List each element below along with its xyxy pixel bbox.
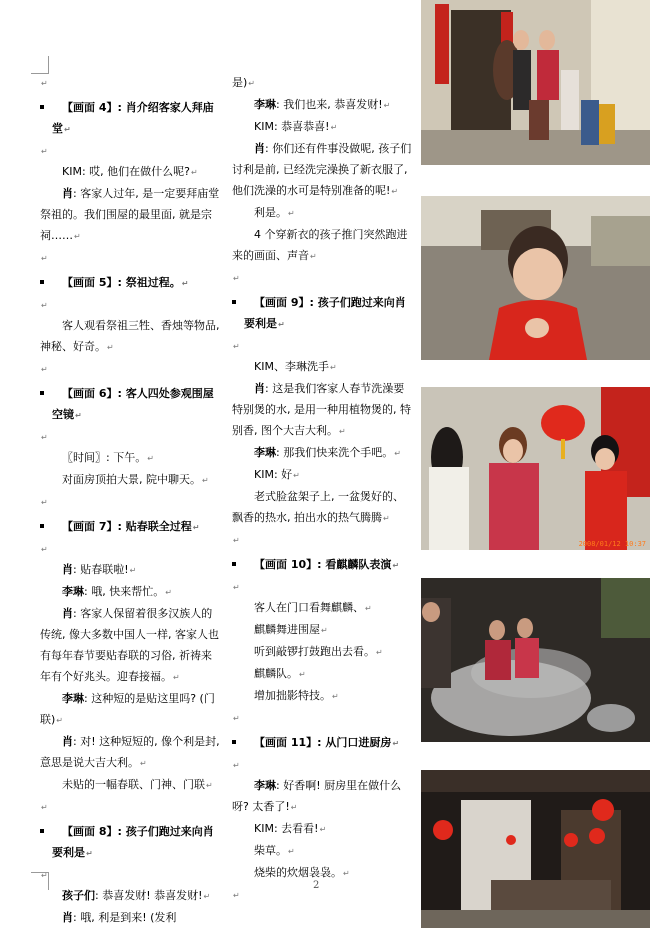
dialogue-line: 李琳: 好香啊! 厨房里在做什么呀? 太香了!↵ [232, 779, 402, 813]
photo-family-doorway [421, 0, 650, 165]
dialogue-line: 李琳: 那我们快来洗个手吧。↵ [254, 446, 401, 459]
photo-kitchen-steam [421, 578, 650, 742]
dialogue-line: 肖: 客家人过年, 是一定要拜庙堂祭祖的。我们围屋的最里面, 就是宗祠……↵ [40, 187, 220, 242]
dialogue-line: 肖: 哦, 利是到来! (发利 [62, 911, 177, 924]
photo-courtyard-lanterns [421, 770, 650, 928]
dialogue-line: 李琳: 我们也来, 恭喜发财!↵ [254, 98, 391, 111]
dialogue-line: 李琳: 这种短的是贴这里吗? (门联)↵ [40, 692, 215, 726]
scene-heading: 【画面 8】: 孩子们跑过来向肖要利是↵ [40, 821, 220, 864]
dialogue-line: KIM: 恭喜恭喜!↵ [254, 120, 338, 133]
direction-line: 麒麟队。↵ [254, 667, 306, 680]
dialogue-line: 肖: 这是我们客家人春节洗澡要特别煲的水, 是用一种用植物煲的, 特别香, 图个大吉大利。↵ [232, 382, 411, 437]
dialogue-line: 孩子们: 恭喜发财! 恭喜发财!↵ [62, 889, 211, 902]
photo-child-red-jacket [421, 196, 650, 360]
direction-line: 老式脸盆架子上, 一盆煲好的、飘香的热水, 拍出水的热气腾腾↵ [232, 490, 404, 524]
dialogue-line: 肖: 客家人保留着很多汉族人的传统, 像大多数中国人一样, 客家人也有每年春节要贴春联的习俗, 祈祷来年有个好兆头。迎春接福。↵ [40, 607, 219, 683]
direction-line: 未贴的一幅春联、门神、门联↵ [62, 778, 213, 791]
scene-heading: 【画面 7】: 贴春联全过程↵ [40, 516, 220, 538]
scene-heading: 【画面 11】: 从门口进厨房↵ [232, 732, 412, 754]
script-column-right: 是)↵ 李琳: 我们也来, 恭喜发财!↵ KIM: 恭喜恭喜!↵ 肖: 你们还有件事没做呢, 孩子们讨利是前, 已经洗完澡换了新衣服了, 他们洗澡的水可是特别准备的呢!↵ 利是。↵ 4 个穿新衣的孩子推门突然跑进来的画面、声音↵ ↵ 【画面 9】: 孩子们跑过来向肖要利是↵ ↵ KIM、李琳洗手↵ 肖: 这是我们客家人春节洗澡要特别煲的水, 是用一种用植物煲的, 特别香, 图个大吉大利。↵ 李琳: 那我们快来洗个手吧。↵ KIM: 好↵ 老式脸盆架子上, 一盆煲好的、飘香的热水, 拍出水的热气腾腾↵ ↵ 【画面 10】: 看麒麟队表演↵ ↵ 客人在门口看舞麒麟、↵ 麒麟舞进围屋↵ 听到敲锣打鼓跑出去看。↵ 麒麟队。↵ 增加拙影特技。↵ ↵ 【画面 11】: 从门口进厨房↵ ↵ 李琳: 好香啊! 厨房里在做什么呀? 太香了!↵ KIM: 去看看!↵ 柴草。↵ 烧柴的炊烟袅袅。↵ ↵ [232, 72, 412, 905]
scene-heading: 【画面 6】: 客人四处参观围屋空镜↵ [40, 383, 220, 426]
scene-heading: 【画面 5】: 祭祖过程。↵ [40, 272, 220, 294]
direction-line: 柴草。↵ [254, 844, 295, 857]
dialogue-line: 是)↵ [232, 76, 255, 89]
dialogue-line: 肖: 贴春联啦!↵ [62, 563, 137, 576]
direction-line: 麒麟舞进围屋↵ [254, 623, 328, 636]
direction-line: 增加拙影特技。↵ [254, 689, 339, 702]
direction-line: 4 个穿新衣的孩子推门突然跑进来的画面、声音↵ [232, 228, 408, 262]
direction-line: 客人在门口看舞麒麟、↵ [254, 601, 372, 614]
photo-timestamp: 2008/01/12 10:37 [578, 540, 646, 548]
dialogue-line: KIM: 哎, 他们在做什么呢?↵ [62, 165, 198, 178]
script-column-left: ↵ 【画面 4】: 肖介绍客家人拜庙堂↵ ↵ KIM: 哎, 他们在做什么呢?↵ 肖: 客家人过年, 是一定要拜庙堂祭祖的。我们围屋的最里面, 就是宗祠……↵ ↵ 【画面 5】: 祭祖过程。↵ ↵ 客人观看祭祖三牲、香烛等物品, 神秘、好奇。↵ ↵ 【画面 6】: 客人四处参观围屋空镜↵ ↵ 〖时间〗: 下午。↵ 对面房顶拍大景, 院中聊天。↵ ↵ 【画面 7】: 贴春联全过程↵ ↵ 肖: 贴春联啦!↵ 李琳: 哦, 快来帮忙。↵ 肖: 客家人保留着很多汉族人的传统, 像大多数中国人一样, 客家人也有每年春节要贴春联的习俗, 祈祷来年有个好兆头。迎春接福。↵ 李琳: 这种短的是贴这里吗? (门联)↵ 肖: 对! 这种短短的, 像个利是封, 意思是说大吉大利。↵ 未贴的一幅春联、门神、门联↵ ↵ 【画面 8】: 孩子们跑过来向肖要利是↵ ↵ 孩子们: 恭喜发财! 恭喜发财!↵ 肖: 哦, 利是到来! (发利 [40, 72, 220, 928]
scene-heading: 【画面 4】: 肖介绍客家人拜庙堂↵ [40, 97, 220, 140]
direction-line: 利是。↵ [254, 206, 295, 219]
direction-line: 对面房顶拍大景, 院中聊天。↵ [62, 473, 209, 486]
scene-heading: 【画面 10】: 看麒麟队表演↵ [232, 554, 412, 576]
photo-women-lantern [421, 387, 650, 550]
direction-line: 听到敲锣打鼓跑出去看。↵ [254, 645, 383, 658]
direction-line: KIM、李琳洗手↵ [254, 360, 337, 373]
direction-line: 客人观看祭祖三牲、香烛等物品, 神秘、好奇。↵ [40, 319, 220, 353]
direction-line: 烧柴的炊烟袅袅。↵ [254, 866, 350, 879]
dialogue-line: 肖: 对! 这种短短的, 像个利是封, 意思是说大吉大利。↵ [40, 735, 220, 769]
dialogue-line: 肖: 你们还有件事没做呢, 孩子们讨利是前, 已经洗完澡换了新衣服了, 他们洗澡的水可是特别准备的呢!↵ [232, 142, 412, 197]
dialogue-line: KIM: 好↵ [254, 468, 300, 481]
scene-heading: 【画面 9】: 孩子们跑过来向肖要利是↵ [232, 292, 412, 335]
dialogue-line: KIM: 去看看!↵ [254, 822, 327, 835]
dialogue-line: 李琳: 哦, 快来帮忙。↵ [62, 585, 172, 598]
direction-line: 〖时间〗: 下午。↵ [62, 451, 154, 464]
page-number: 2 [313, 880, 320, 891]
